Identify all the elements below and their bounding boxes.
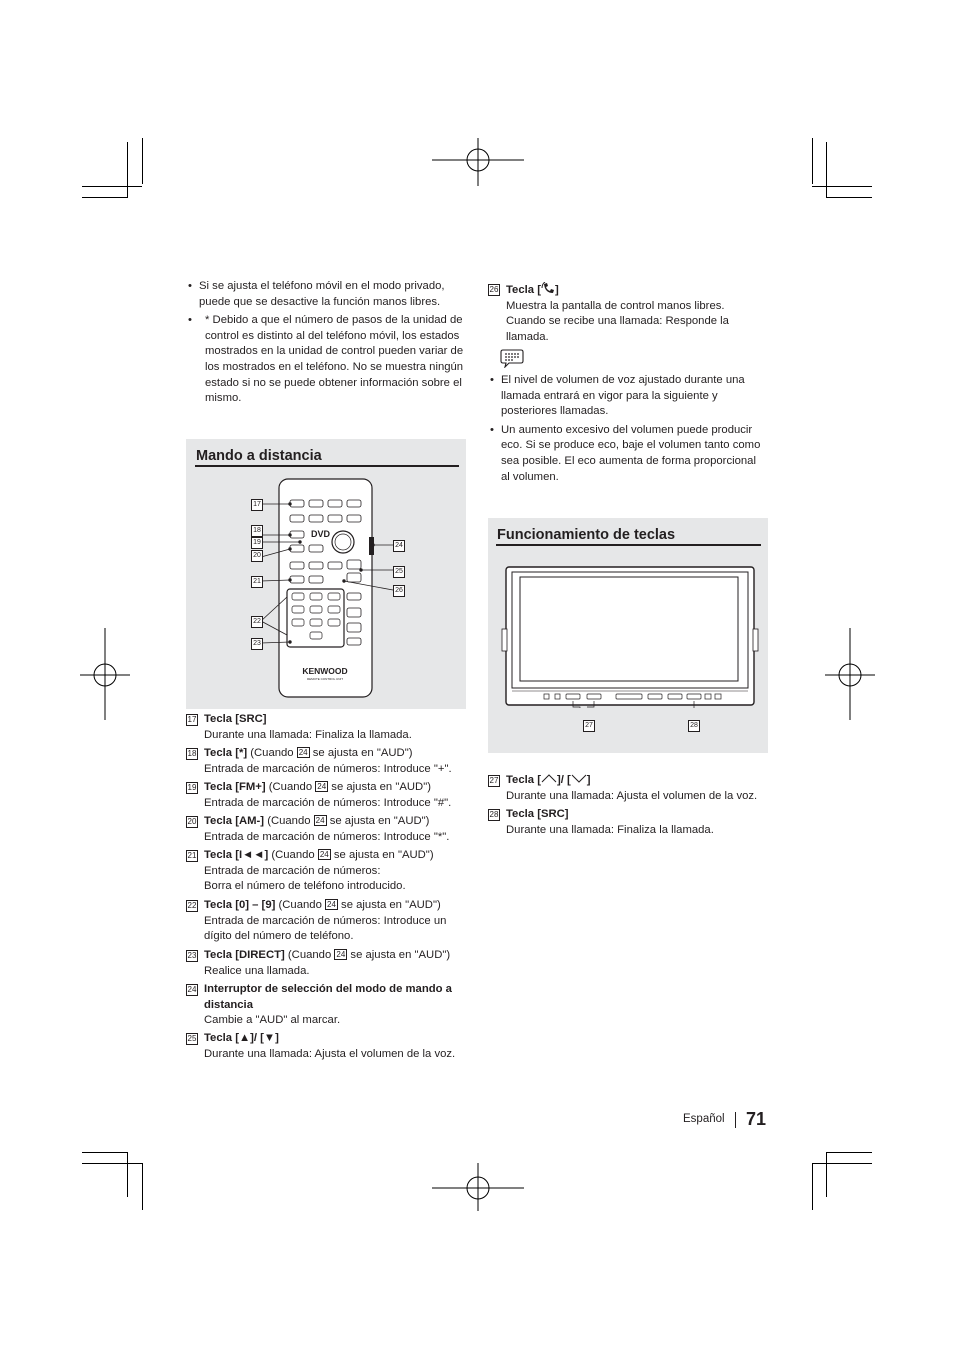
list-item: 25 Tecla [▲]/ [▼] Durante una llamada: Ajusta el volumen de la voz. xyxy=(187,1032,456,1060)
remote-brand: KENWOOD xyxy=(302,666,348,676)
callout-27: 27 xyxy=(583,720,595,732)
registration-mark-icon xyxy=(432,138,524,186)
callout-17: 17 xyxy=(251,499,263,511)
phone-handsfree-icon xyxy=(541,282,555,294)
callout-20: 20 xyxy=(251,550,263,562)
list-item: 21 Tecla [I◄◄] (Cuando 24 se ajusta en "AUD") Entrada de marcación de números: Borra el número de teléfono introducido. xyxy=(187,849,434,893)
list-item: 18 Tecla [*] (Cuando 24 se ajusta en "AUD") Entrada de marcación de números: Introduce "+". xyxy=(187,747,452,775)
section-rule xyxy=(496,544,761,546)
section-title-keys: Funcionamiento de teclas xyxy=(497,527,676,543)
callout-26: 26 xyxy=(393,585,405,597)
list-item: • Un aumento excesivo del volumen puede producir eco. Si se produce eco, baje el volumen tanto como sea posible. El eco aumenta de forma proporcional al volumen. xyxy=(490,423,766,485)
list-item: 19 Tecla [FM+] (Cuando 24 se ajusta en "AUD") Entrada de marcación de números: Introduce "#". xyxy=(187,781,452,809)
list-item: 24 Interruptor de selección del modo de mando a distancia Cambie a "AUD" al marcar. xyxy=(187,983,452,1027)
svg-text:DVD: DVD xyxy=(311,529,331,539)
callout-23: 23 xyxy=(251,638,263,650)
list-item-27: 27 Tecla [ ]/ [ ] Durante una llamada: Ajusta el volumen de la voz. xyxy=(489,774,758,802)
list-item: 17 Tecla [SRC] Durante una llamada: Finaliza la llamada. xyxy=(187,713,412,741)
section-title-remote: Mando a distancia xyxy=(196,448,322,464)
callout-19: 19 xyxy=(251,537,263,549)
registration-mark-icon xyxy=(432,1163,524,1211)
registration-mark-icon xyxy=(825,628,875,720)
chevron-up-icon xyxy=(541,774,557,783)
registration-mark-icon xyxy=(80,628,130,720)
notes xyxy=(490,373,766,488)
head-unit-illustration xyxy=(500,563,760,708)
chevron-down-icon xyxy=(571,774,587,783)
callout-25: 25 xyxy=(393,566,405,578)
callout-24: 24 xyxy=(393,540,405,552)
list-item: • El nivel de volumen de voz ajustado durante una llamada entrará en vigor para la siguiente y posteriores llamadas. xyxy=(490,373,766,420)
callout-18: 18 xyxy=(251,525,263,537)
remote-illustration xyxy=(248,477,408,702)
list-item: • Si se ajusta el teléfono móvil en el modo privado, puede que se desactive la función manos libres. xyxy=(188,279,470,310)
list-item: 22 Tecla [0] – [9] (Cuando 24 se ajusta en "AUD") Entrada de marcación de números: Introduce un dígito del número de teléfono. xyxy=(187,899,447,943)
list-item: • * Debido a que el número de pasos de la unidad de control es distinto al del teléfono móvil, los estados mostrados en la unidad de control pueden variar de los mostrados en el teléfono. No se muestra ningún estado si no se puede obtener información sobre el mismo. xyxy=(188,313,470,407)
footer-language: Español xyxy=(683,1113,725,1125)
callout-21: 21 xyxy=(251,576,263,588)
note-icon xyxy=(500,348,524,368)
list-item: 23 Tecla [DIRECT] (Cuando 24 se ajusta en "AUD") Realice una llamada. xyxy=(187,949,451,977)
footer-divider xyxy=(735,1112,736,1128)
section-rule xyxy=(195,465,459,467)
list-item-26: 26 Tecla [ ] Muestra la pantalla de control manos libres. Cuando se recibe una llamada: Responde la llamada. xyxy=(489,284,729,343)
list-item: 20 Tecla [AM-] (Cuando 24 se ajusta en "AUD") Entrada de marcación de números: Introduce "*". xyxy=(187,815,450,843)
remote-brand-sub: REMOTE CONTROL UNIT xyxy=(306,677,344,681)
callout-22: 22 xyxy=(251,616,263,628)
top-bullets xyxy=(188,279,470,410)
list-item-28: 28 Tecla [SRC] Durante una llamada: Finaliza la llamada. xyxy=(489,808,714,836)
page-number: 71 xyxy=(746,1109,767,1129)
callout-28: 28 xyxy=(688,720,700,732)
